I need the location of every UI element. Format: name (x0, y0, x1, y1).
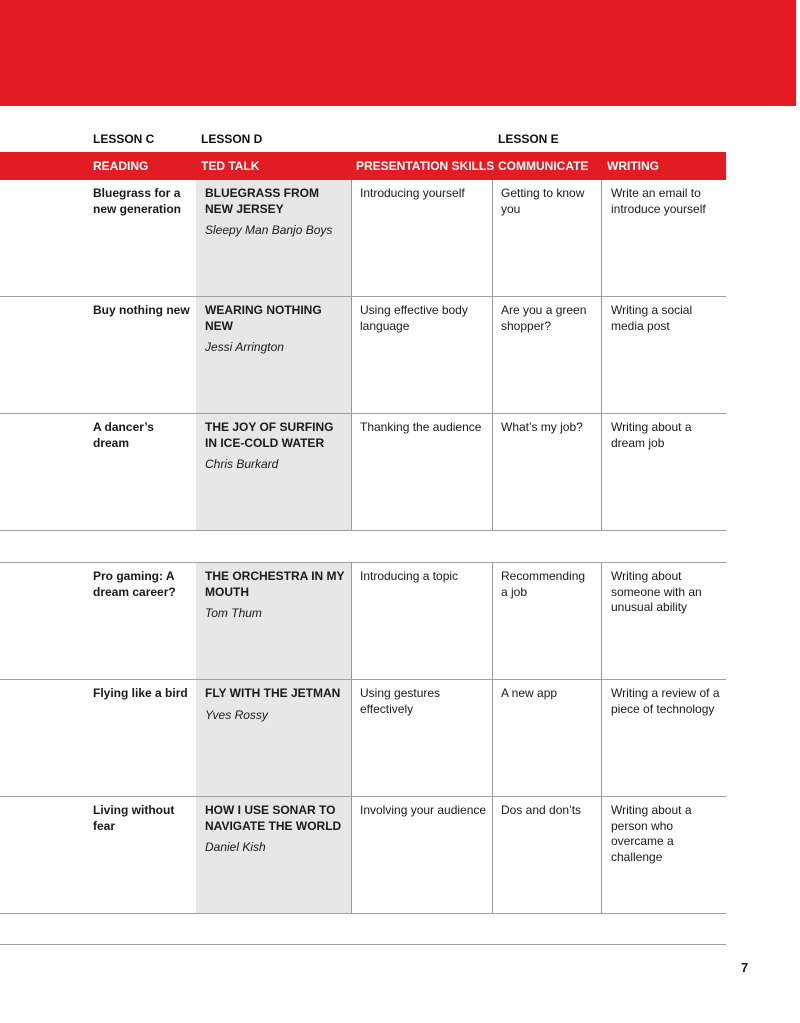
talk-title: BLUEGRASS FROM NEW JERSEY (205, 186, 319, 216)
lesson-d-label: LESSON D (201, 132, 263, 146)
reading-cell: Living without fear (93, 803, 175, 833)
column-divider (492, 180, 493, 530)
talk-title: THE ORCHESTRA IN MY MOUTH (205, 569, 345, 599)
ted-talk-cell (205, 420, 347, 473)
reading-cell: Pro gaming: A dream career? (93, 569, 176, 599)
lesson-e-label: LESSON E (498, 132, 559, 146)
header-communicate: COMMUNICATE (498, 159, 589, 173)
header-color-band (0, 0, 796, 106)
row-divider (0, 913, 726, 914)
speaker-name: Chris Burkard (205, 457, 279, 471)
presentation-skill-cell: Using effective body language (360, 303, 468, 333)
speaker-name: Tom Thum (205, 606, 262, 620)
communicate-cell: What’s my job? (501, 420, 583, 434)
writing-cell: Write an email to introduce yourself (611, 186, 706, 216)
column-divider (601, 180, 602, 530)
lesson-c-label: LESSON C (93, 132, 155, 146)
row-divider (0, 562, 726, 563)
communicate-cell: Dos and don’ts (501, 803, 582, 817)
row-divider (0, 679, 726, 680)
ted-talk-cell (205, 569, 347, 622)
header-reading: READING (93, 159, 149, 173)
writing-cell: Writing about a person who overcame a challenge (611, 803, 692, 864)
talk-title: HOW I USE SONAR TO NAVIGATE THE WORLD (205, 803, 342, 833)
column-divider (601, 563, 602, 913)
row-divider (0, 530, 726, 531)
row-divider (0, 944, 726, 945)
writing-cell: Writing about a dream job (611, 420, 692, 450)
talk-title: WEARING NOTHING NEW (205, 303, 322, 333)
talk-title: THE JOY OF SURFING IN ICE-COLD WATER (205, 420, 334, 450)
reading-cell: Bluegrass for a new generation (93, 186, 182, 216)
presentation-skill-cell: Using gestures effectively (360, 686, 441, 716)
header-ted-talk: TED TALK (201, 159, 260, 173)
speaker-name: Yves Rossy (205, 707, 268, 722)
writing-cell: Writing a review of a piece of technology (611, 686, 720, 716)
row-divider (0, 413, 726, 414)
communicate-cell: Are you a green shopper? (501, 303, 587, 333)
speaker-name: Sleepy Man Banjo Boys (205, 223, 333, 237)
speaker-name: Jessi Arrington (205, 340, 284, 354)
reading-cell: Buy nothing new (93, 303, 190, 317)
row-divider (0, 796, 726, 797)
header-presentation-skills: PRESENTATION SKILLS (356, 159, 495, 173)
writing-cell: Writing a social media post (611, 303, 693, 333)
talk-title: FLY WITH THE JETMAN (205, 686, 341, 700)
ted-talk-cell (205, 186, 347, 239)
presentation-skill-cell: Involving your audience (360, 803, 487, 817)
column-divider (351, 563, 352, 913)
ted-talk-cell (205, 686, 347, 723)
column-divider (351, 180, 352, 530)
reading-cell: A dancer’s dream (93, 420, 154, 450)
communicate-cell: A new app (501, 686, 558, 700)
writing-cell: Writing about someone with an unusual ability (611, 569, 702, 614)
page-number: 7 (741, 960, 749, 975)
ted-talk-cell (205, 303, 347, 356)
header-writing: WRITING (607, 159, 659, 173)
communicate-cell: Recommending a job (501, 569, 586, 599)
ted-talk-cell (205, 803, 347, 856)
communicate-cell: Getting to know you (501, 186, 585, 216)
presentation-skill-cell: Introducing yourself (360, 186, 465, 200)
speaker-name: Daniel Kish (205, 840, 266, 854)
row-divider (0, 296, 726, 297)
presentation-skill-cell: Introducing a topic (360, 569, 459, 583)
reading-cell: Flying like a bird (93, 686, 188, 700)
column-divider (492, 563, 493, 913)
presentation-skill-cell: Thanking the audience (360, 420, 482, 434)
